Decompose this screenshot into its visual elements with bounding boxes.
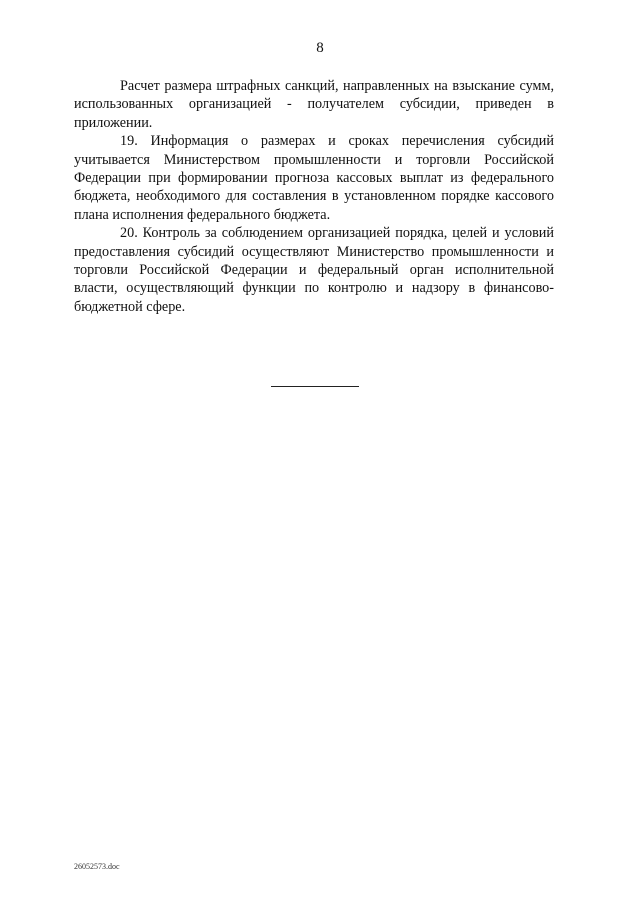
paragraph-20-control: 20. Контроль за соблюдением организацией порядка, целей и условий предоставления субсидий осуществляют Министерство промышленности и торговли Российской Федерации и федеральный орган исполнительной власти, осуществляющий функции по контролю и надзору в финансово-бюджетной сфере. <box>74 225 554 315</box>
end-divider <box>271 386 359 387</box>
paragraph-penalty-calculation: Расчет размера штрафных санкций, направленных на взыскание сумм, использованных организацией - получателем субсидии, приведен в приложении. <box>74 78 554 131</box>
document-body <box>74 77 554 316</box>
page-number: 8 <box>316 40 324 56</box>
footer-doc-code: 26052573.doc <box>74 862 120 871</box>
paragraph-19-subsidy-information: 19. Информация о размерах и сроках перечисления субсидий учитывается Министерством промышленности и торговли Российской Федерации при формировании прогноза кассовых выплат из федерального бюджета, необходимого для составления в установленном порядке кассового плана исполнения федерального бюджета. <box>74 133 554 223</box>
